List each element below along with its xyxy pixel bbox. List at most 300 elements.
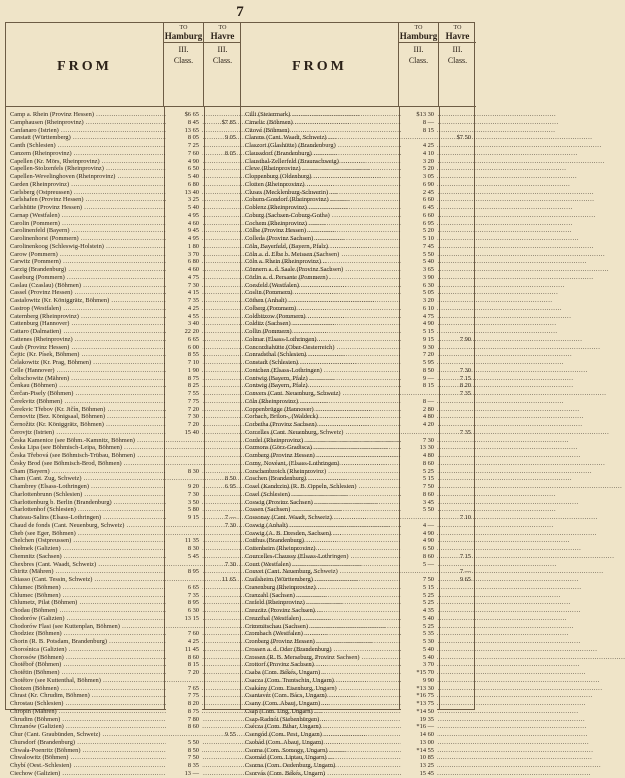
place-name: Charlottenhof (Schlesien) ..... bbox=[10, 506, 162, 514]
table-row bbox=[241, 165, 476, 173]
place-name: Chursdorf (Brandenburg) ..... bbox=[10, 739, 162, 747]
place-name: Canfanaro (Istrien) ..... bbox=[10, 127, 162, 135]
havre-fare: 7 — bbox=[459, 568, 471, 576]
hamburg-fare: 6 60 bbox=[401, 196, 437, 204]
place-name: Chiasso (Cant. Tessin, Schweiz) ..... bbox=[10, 576, 162, 584]
table-row bbox=[241, 630, 476, 638]
table-row bbox=[241, 258, 476, 266]
place-name: Carow (Pommern) ..... bbox=[10, 251, 162, 259]
table-row bbox=[6, 220, 241, 228]
place-name: Canzem (Rheinprovinz) ..... bbox=[10, 150, 162, 158]
hamburg-fare: 7 30 bbox=[166, 282, 202, 290]
hamburg-fare: 7 55 bbox=[166, 390, 202, 398]
table-row bbox=[6, 320, 241, 328]
place-name: Clarens (Cant. Waadt, Schweiz) ..... bbox=[245, 134, 397, 142]
table-row bbox=[6, 150, 241, 158]
place-name: Čelakowitz (Kr. Prag, Böhmen) ..... bbox=[10, 359, 162, 367]
hamburg-fare: 4 95 bbox=[166, 235, 202, 243]
place-name: Chlumec (Böhmen) ..... bbox=[10, 584, 162, 592]
hamburg-fare: 4 75 bbox=[401, 313, 437, 321]
place-name: Caub (Provinz Hessen) ..... bbox=[10, 344, 162, 352]
hamburg-fare: 8 95 bbox=[166, 599, 202, 607]
place-name: Castalowitz (Kr. Königgrätz, Böhmen) ..... bbox=[10, 297, 162, 305]
place-name: Corbach, Brilon-, (Waldeck) ..... bbox=[245, 413, 397, 421]
table-row bbox=[241, 747, 476, 755]
table-row bbox=[241, 421, 476, 429]
hamburg-fare: 7 20 bbox=[166, 421, 202, 429]
table-row bbox=[6, 421, 241, 429]
table-row bbox=[241, 460, 476, 468]
table-row bbox=[241, 212, 476, 220]
havre-fare: 7 30 bbox=[224, 521, 236, 529]
table-row bbox=[6, 630, 241, 638]
place-name: Concordiahütte (Ober-Oesterreich) ..... bbox=[245, 344, 397, 352]
hamburg-fare: 7 20 bbox=[166, 669, 202, 677]
table-row bbox=[241, 677, 476, 685]
hamburg-fare: 6 50 bbox=[401, 545, 437, 553]
hamburg-fare: 8 25 bbox=[166, 382, 202, 390]
table-row bbox=[6, 398, 241, 406]
hamburg-fare: 13 25 bbox=[401, 762, 437, 770]
table-row bbox=[241, 592, 476, 600]
table-row bbox=[241, 739, 476, 747]
havre-fare: 7 30 bbox=[224, 560, 236, 568]
table-row bbox=[241, 266, 476, 274]
hamburg-fare: 4 80 bbox=[401, 452, 437, 460]
table-row bbox=[241, 274, 476, 282]
class-label: III. bbox=[413, 45, 424, 54]
place-name: Chlumetz, Pilat (Böhmen) ..... bbox=[10, 599, 162, 607]
right-rows bbox=[241, 111, 476, 778]
place-name: Caslau (Czaslau) (Böhmen) ..... bbox=[10, 282, 162, 290]
hamburg-fare: 4 90 bbox=[166, 158, 202, 166]
hamburg-fare: 6 80 bbox=[166, 181, 202, 189]
place-name: Carwitz (Pommern) ..... bbox=[10, 258, 162, 266]
hamburg-fare: 7 50 bbox=[401, 576, 437, 584]
place-name: Citové (Böhmen) ..... bbox=[245, 127, 397, 135]
place-name: Carlshafen (Provinz Hessen) ..... bbox=[10, 196, 162, 204]
table-row bbox=[6, 716, 241, 724]
place-name: Csengód (Com. Pest, Ungarn) ..... bbox=[245, 731, 397, 739]
havre-fare: 8 50 bbox=[224, 475, 236, 483]
place-name: Cottbus (Brandenburg) ..... bbox=[245, 537, 397, 545]
table-row bbox=[241, 599, 476, 607]
place-name: Česka Kamenice (see Böhm.-Kamnitz, Böhmen) ..... bbox=[10, 437, 162, 445]
table-row bbox=[6, 592, 241, 600]
table-row bbox=[6, 522, 241, 530]
table-row bbox=[6, 491, 241, 499]
table-row bbox=[241, 716, 476, 724]
table-row bbox=[6, 615, 241, 623]
to-label: TO bbox=[218, 25, 227, 31]
place-name: Čerčan-Pisely (Böhmen) ..... bbox=[10, 390, 162, 398]
place-name: Chexbres (Cant. Waadt, Schweiz) ..... bbox=[10, 561, 162, 569]
table-row bbox=[241, 754, 476, 762]
hamburg-fare: 5 40 bbox=[401, 258, 437, 266]
table-row bbox=[6, 700, 241, 708]
hamburg-fare: 8 30 bbox=[166, 545, 202, 553]
table-row bbox=[6, 661, 241, 669]
class-label: III. bbox=[178, 45, 189, 54]
hamburg-fare: 5 45 bbox=[166, 553, 202, 561]
place-name: Court (Westfalen) ..... bbox=[245, 561, 397, 569]
hamburg-fare: 8 75 bbox=[166, 375, 202, 383]
havre-fare: 6 95 bbox=[224, 483, 236, 490]
place-name: Csakány (Com. Eisenburg, Ungarn) ..... bbox=[245, 685, 397, 693]
table-row bbox=[241, 576, 476, 584]
table-row bbox=[6, 367, 241, 375]
place-name: Cönnern a. d. Saale (Provinz Sachsen) ..... bbox=[245, 266, 397, 274]
right-header bbox=[241, 23, 476, 107]
place-name: Coburn-Gondorf (Rheinprovinz) ..... bbox=[245, 196, 397, 204]
hamburg-fare: 13 65 bbox=[166, 127, 202, 135]
place-name: Česka Třebová (see Böhmisch-Trübau, Böhmen) ..... bbox=[10, 452, 162, 460]
place-name: Csorvás (Com. Békés, Ungarn) ..... bbox=[245, 770, 397, 778]
table-row bbox=[241, 398, 476, 406]
hamburg-fare: 5 25 bbox=[401, 592, 437, 600]
place-name: Camphausen (Rheinprovinz) ..... bbox=[10, 119, 162, 127]
place-name: Chur (Cant. Graubünden, Schweiz) ..... bbox=[10, 731, 162, 739]
table-row bbox=[241, 692, 476, 700]
place-name: Contchen (Elsass-Lothringen) ..... bbox=[245, 367, 397, 375]
place-name: Cöln a. d. Elbe b. Meissen (Sachsen) ..... bbox=[245, 251, 397, 259]
place-name: Chorosów (Böhmen) ..... bbox=[10, 654, 162, 662]
class-label: III. bbox=[217, 45, 228, 54]
table-row bbox=[6, 134, 241, 142]
to-label: TO bbox=[414, 25, 423, 31]
table-row bbox=[6, 336, 241, 344]
hamburg-fare: 9 15 bbox=[401, 336, 437, 344]
table-row bbox=[241, 251, 476, 259]
hamburg-fare: 6 60 bbox=[401, 212, 437, 220]
place-name: Česky Brod (see Böhmisch-Brod, Böhmen) ..... bbox=[10, 460, 162, 468]
left-rows bbox=[6, 111, 241, 778]
hamburg-fare: 5 20 bbox=[401, 165, 437, 173]
table-row bbox=[6, 731, 241, 739]
hamburg-fare: 8 60 bbox=[401, 553, 437, 561]
table-row bbox=[6, 196, 241, 204]
place-name: Csobád (Com. Abauj, Ungarn) ..... bbox=[245, 739, 397, 747]
place-name: Chelchen (Ostpreussen) ..... bbox=[10, 537, 162, 545]
hamburg-fare: 5 10 bbox=[401, 235, 437, 243]
hamburg-fare: 13 40 bbox=[166, 189, 202, 197]
place-name: Csomád (Com. Liptau, Ungarn) ..... bbox=[245, 754, 397, 762]
hamburg-fare: 4 90 bbox=[401, 537, 437, 545]
table-row bbox=[6, 189, 241, 197]
place-name: Creuzthal (Westfalen) ..... bbox=[245, 615, 397, 623]
havre-fare: 7 15 bbox=[459, 552, 471, 560]
place-name: Capellen-Wevelinghoven (Rheinprovinz) ..... bbox=[10, 173, 162, 181]
to-label: TO bbox=[179, 25, 188, 31]
place-name: Couvet (Cant. Neuenburg, Schweiz) ..... bbox=[245, 568, 397, 576]
table-row bbox=[241, 336, 476, 344]
hamburg-fare: 10 85 bbox=[401, 754, 437, 762]
hamburg-fare: *13 30 bbox=[401, 685, 437, 693]
place-name: Canth (Schlesien) ..... bbox=[10, 142, 162, 150]
place-name: Čerovjtz (Istrien) ..... bbox=[10, 429, 162, 437]
table-row bbox=[6, 282, 241, 290]
hamburg-fare: *16 — bbox=[401, 723, 437, 731]
place-name: Čerekvitz (Böhmen) ..... bbox=[10, 398, 162, 406]
place-name: Chrzanów (Galizien) ..... bbox=[10, 723, 162, 731]
place-name: Csacza (Com. Trentschin, Ungarn) ..... bbox=[245, 677, 397, 685]
place-name: Courcelles-Chaussy (Elsass-Lothringen) ..... bbox=[245, 553, 397, 561]
table-row bbox=[241, 723, 476, 731]
place-name: Cordel (Rheinprovinz) ..... bbox=[245, 437, 397, 445]
hamburg-fare: 4 10 bbox=[401, 150, 437, 158]
place-name: Cöthen (Anhalt) ..... bbox=[245, 297, 397, 305]
table-row bbox=[6, 708, 241, 716]
table-row bbox=[6, 685, 241, 693]
table-row bbox=[241, 142, 476, 150]
place-name: Clausthal-Zellerfeld (Braunschweig) ..... bbox=[245, 158, 397, 166]
place-name: Carolin (Pommern) ..... bbox=[10, 220, 162, 228]
hamburg-fare: 9 — bbox=[401, 375, 437, 383]
hamburg-fare: 13 30 bbox=[401, 444, 437, 452]
to-label: TO bbox=[453, 25, 462, 31]
hamburg-fare: 7 65 bbox=[166, 685, 202, 693]
table-row bbox=[241, 568, 476, 576]
hamburg-fare: 7 75 bbox=[166, 692, 202, 700]
place-name: Chaud de fonds (Cant. Neuenburg, Schweiz) ..... bbox=[10, 522, 162, 530]
hamburg-fare: 3 50 bbox=[166, 499, 202, 507]
table-row bbox=[241, 506, 476, 514]
table-row bbox=[241, 661, 476, 669]
hamburg-fare: 7 10 bbox=[166, 359, 202, 367]
place-name: Charlottenbrunn (Schlesien) ..... bbox=[10, 491, 162, 499]
table-row bbox=[241, 227, 476, 235]
table-row bbox=[6, 313, 241, 321]
table-row bbox=[6, 127, 241, 135]
place-name: Chorin (R. B. Potsdam, Brandenburg) ..... bbox=[10, 638, 162, 646]
table-row bbox=[6, 607, 241, 615]
place-name: Cörlin a. d. Persante (Pommern) ..... bbox=[245, 274, 397, 282]
table-row bbox=[6, 530, 241, 538]
hamburg-fare: 3 20 bbox=[401, 158, 437, 166]
table-row bbox=[6, 111, 241, 119]
hamburg-fare: 7 30 bbox=[166, 491, 202, 499]
hamburg-fare: 6 30 bbox=[166, 607, 202, 615]
hamburg-fare: 7 80 bbox=[166, 716, 202, 724]
table-row bbox=[241, 762, 476, 770]
place-name: Claszort (Glashütte) (Brandenburg) ..... bbox=[245, 142, 397, 150]
hamburg-fare: 4 80 bbox=[401, 413, 437, 421]
hamburg-fare: 6 45 bbox=[401, 204, 437, 212]
place-name: Chemnitz (Sachsen) ..... bbox=[10, 553, 162, 561]
table-row bbox=[6, 747, 241, 755]
table-row bbox=[241, 685, 476, 693]
hamburg-fare: 3 05 bbox=[401, 173, 437, 181]
place-name: Csap (Com. Ung, Ungarn) ..... bbox=[245, 708, 397, 716]
table-row bbox=[6, 235, 241, 243]
hamburg-fare: 2 45 bbox=[401, 189, 437, 197]
havre-fare: 9 05 bbox=[224, 134, 236, 142]
hamburg-fare: 5 50 bbox=[401, 251, 437, 259]
place-name: Cölbe (Provinz Hessen) ..... bbox=[245, 227, 397, 235]
hamburg-fare: 5 05 bbox=[401, 289, 437, 297]
havre-fare: 7 10 bbox=[459, 514, 471, 521]
table-row bbox=[6, 584, 241, 592]
havre-fare: 7 15 bbox=[459, 374, 471, 382]
hamburg-fare: 9 20 bbox=[166, 483, 202, 491]
place-name: Cronberg (Provinz Hessen) ..... bbox=[245, 638, 397, 646]
hamburg-fare: 5 20 bbox=[401, 227, 437, 235]
hamburg-fare: 4 90 bbox=[401, 320, 437, 328]
table-row bbox=[6, 119, 241, 127]
hamburg-fare: 5 — bbox=[401, 561, 437, 569]
place-name: Cattenburg (Hannover) ..... bbox=[10, 320, 162, 328]
place-name: Coblenz (Rheinprovinz) ..... bbox=[245, 204, 397, 212]
hamburg-fare: 6 80 bbox=[166, 258, 202, 266]
table-row bbox=[241, 553, 476, 561]
place-name: Csécza (Com. Bihar, Ungarn) ..... bbox=[245, 723, 397, 731]
place-name: Chorośnica (Galizien) ..... bbox=[10, 646, 162, 654]
havre-fare: $7 85 bbox=[221, 118, 236, 126]
hamburg-fare: 4 25 bbox=[166, 638, 202, 646]
table-row bbox=[6, 654, 241, 662]
havre-label: Havre bbox=[439, 31, 476, 43]
hamburg-fare: $13 30 bbox=[401, 111, 437, 119]
place-name: Chlumec (Böhmen) ..... bbox=[10, 592, 162, 600]
place-name: Ciechow (Galizien) ..... bbox=[10, 770, 162, 778]
table-row bbox=[241, 452, 476, 460]
table-row bbox=[241, 654, 476, 662]
hamburg-fare: 22 20 bbox=[166, 328, 202, 336]
hamburg-fare: 6 95 bbox=[401, 220, 437, 228]
table-row bbox=[6, 537, 241, 545]
hamburg-fare: 5 15 bbox=[401, 328, 437, 336]
table-row bbox=[241, 514, 476, 522]
hamburg-fare: 9 30 bbox=[401, 344, 437, 352]
hamburg-fare: *14 55 bbox=[401, 747, 437, 755]
table-row bbox=[6, 305, 241, 313]
table-row bbox=[241, 429, 476, 437]
hamburg-fare: 4 60 bbox=[166, 220, 202, 228]
havre-fare: 8 20 bbox=[459, 382, 471, 390]
table-row bbox=[241, 282, 476, 290]
place-name: Capellen (Kr. Mörs, Rheinprovinz) ..... bbox=[10, 158, 162, 166]
place-name: Corbetha (Provinz Sachsen) ..... bbox=[245, 421, 397, 429]
hamburg-fare: 14 60 bbox=[401, 731, 437, 739]
place-name: Coswig (A. B. Dresden, Sachsen) ..... bbox=[245, 530, 397, 538]
hamburg-fare: 4 90 bbox=[401, 530, 437, 538]
right-column bbox=[241, 23, 476, 777]
place-name: Cöln a. Rhein (Rheinprovinz) ..... bbox=[245, 258, 397, 266]
hamburg-fare: 3 20 bbox=[401, 297, 437, 305]
place-name: Celle (Hannover) ..... bbox=[10, 367, 162, 375]
place-name: Coesfeld (Westfalen) ..... bbox=[245, 282, 397, 290]
table-row bbox=[6, 158, 241, 166]
hamburg-fare: 13 00 bbox=[401, 739, 437, 747]
from-heading: FROM bbox=[241, 23, 399, 107]
hamburg-fare: 4 25 bbox=[401, 142, 437, 150]
hamburg-fare: 5 40 bbox=[401, 654, 437, 662]
class-word: Class. bbox=[408, 56, 429, 65]
table-row bbox=[241, 623, 476, 631]
hamburg-fare: 6 65 bbox=[166, 336, 202, 344]
hamburg-fare: 5 30 bbox=[401, 638, 437, 646]
place-name: Caseburg (Pommern) ..... bbox=[10, 274, 162, 282]
place-name: Cattenes (Rheinprovinz) ..... bbox=[10, 336, 162, 344]
table-row bbox=[241, 181, 476, 189]
hamburg-fare: 7 50 bbox=[166, 754, 202, 762]
class-label: III. bbox=[452, 45, 463, 54]
havre-fare: 7 90 bbox=[459, 335, 471, 343]
table-row bbox=[241, 359, 476, 367]
place-name: Chełmek (Galizien) ..... bbox=[10, 545, 162, 553]
place-name: Chrudim (Böhmen) ..... bbox=[10, 716, 162, 724]
table-row bbox=[6, 545, 241, 553]
table-row bbox=[6, 173, 241, 181]
place-name: Chodorów Flasi (see Kuttenplan, Böhmen) ..... bbox=[10, 623, 162, 631]
hamburg-fare: 8 — bbox=[401, 119, 437, 127]
table-row bbox=[6, 568, 241, 576]
table-row bbox=[241, 615, 476, 623]
place-name: Carnap (Westfalen) ..... bbox=[10, 212, 162, 220]
table-row bbox=[6, 506, 241, 514]
hamburg-fare: 8 60 bbox=[401, 460, 437, 468]
place-name: Convers (Cant. Neuenburg, Schweiz) ..... bbox=[245, 390, 397, 398]
hamburg-fare: 1 90 bbox=[166, 367, 202, 375]
table-row bbox=[6, 212, 241, 220]
table-row bbox=[6, 514, 241, 522]
table-row bbox=[6, 165, 241, 173]
place-name: Chotěboř (Böhmen) ..... bbox=[10, 661, 162, 669]
place-name: Conradsthal (Schlesien) ..... bbox=[245, 351, 397, 359]
hamburg-fare: $6 65 bbox=[166, 111, 202, 119]
place-name: Corcelles (Cant. Neuenburg, Schweiz) ..... bbox=[245, 429, 397, 437]
havre-fare: 7 35 bbox=[459, 428, 471, 436]
hamburg-fare: 8 45 bbox=[166, 119, 202, 127]
place-name: Čeltschowitz (Mähren) ..... bbox=[10, 375, 162, 383]
place-name: Claussdorf (Brandenburg) ..... bbox=[245, 150, 397, 158]
place-name: Coswig (Provinz Sachsen) ..... bbox=[245, 499, 397, 507]
place-name: Crottorf (Provinz Sachsen) ..... bbox=[245, 661, 397, 669]
place-name: Chrast (Kr. Chrudim, Böhmen) ..... bbox=[10, 692, 162, 700]
table-row bbox=[241, 669, 476, 677]
table-row bbox=[6, 351, 241, 359]
hamburg-fare: 19 35 bbox=[401, 716, 437, 724]
place-name: Camp a. Rhein (Provinz Hessen) ..... bbox=[10, 111, 162, 119]
table-row bbox=[241, 289, 476, 297]
place-name: Chodziez (Böhmen) ..... bbox=[10, 630, 162, 638]
place-name: Clotten (Rheinprovinz) ..... bbox=[245, 181, 397, 189]
table-row bbox=[241, 344, 476, 352]
hamburg-heading bbox=[399, 23, 439, 107]
hamburg-fare: 2 80 bbox=[401, 406, 437, 414]
table-row bbox=[241, 367, 476, 375]
place-name: Csaba (Com. Békés, Ungarn) ..... bbox=[245, 669, 397, 677]
table-row bbox=[6, 359, 241, 367]
hamburg-fare: 5 50 bbox=[166, 739, 202, 747]
place-name: Cochem (Rheinprovinz) ..... bbox=[245, 220, 397, 228]
hamburg-fare: 5 40 bbox=[166, 173, 202, 181]
havre-fare: 8 05 bbox=[224, 149, 236, 157]
place-name: Chiritz (Mähren) ..... bbox=[10, 568, 162, 576]
hamburg-fare: 4 35 bbox=[401, 607, 437, 615]
place-name: Csoma (Com. Somogy, Ungarn) ..... bbox=[245, 747, 397, 755]
table-row bbox=[241, 522, 476, 530]
havre-fare: 7 35 bbox=[459, 390, 471, 397]
place-name: Chybí (Oest.-Schlesien) ..... bbox=[10, 762, 162, 770]
hamburg-fare: 7 35 bbox=[166, 297, 202, 305]
hamburg-fare: 7 20 bbox=[401, 351, 437, 359]
hamburg-fare: 5 40 bbox=[166, 204, 202, 212]
table-row bbox=[6, 460, 241, 468]
left-column bbox=[6, 23, 241, 777]
hamburg-fare: 7 45 bbox=[401, 243, 437, 251]
place-name: Černovitz (Bez. Königsaal, Böhmen) ..... bbox=[10, 413, 162, 421]
